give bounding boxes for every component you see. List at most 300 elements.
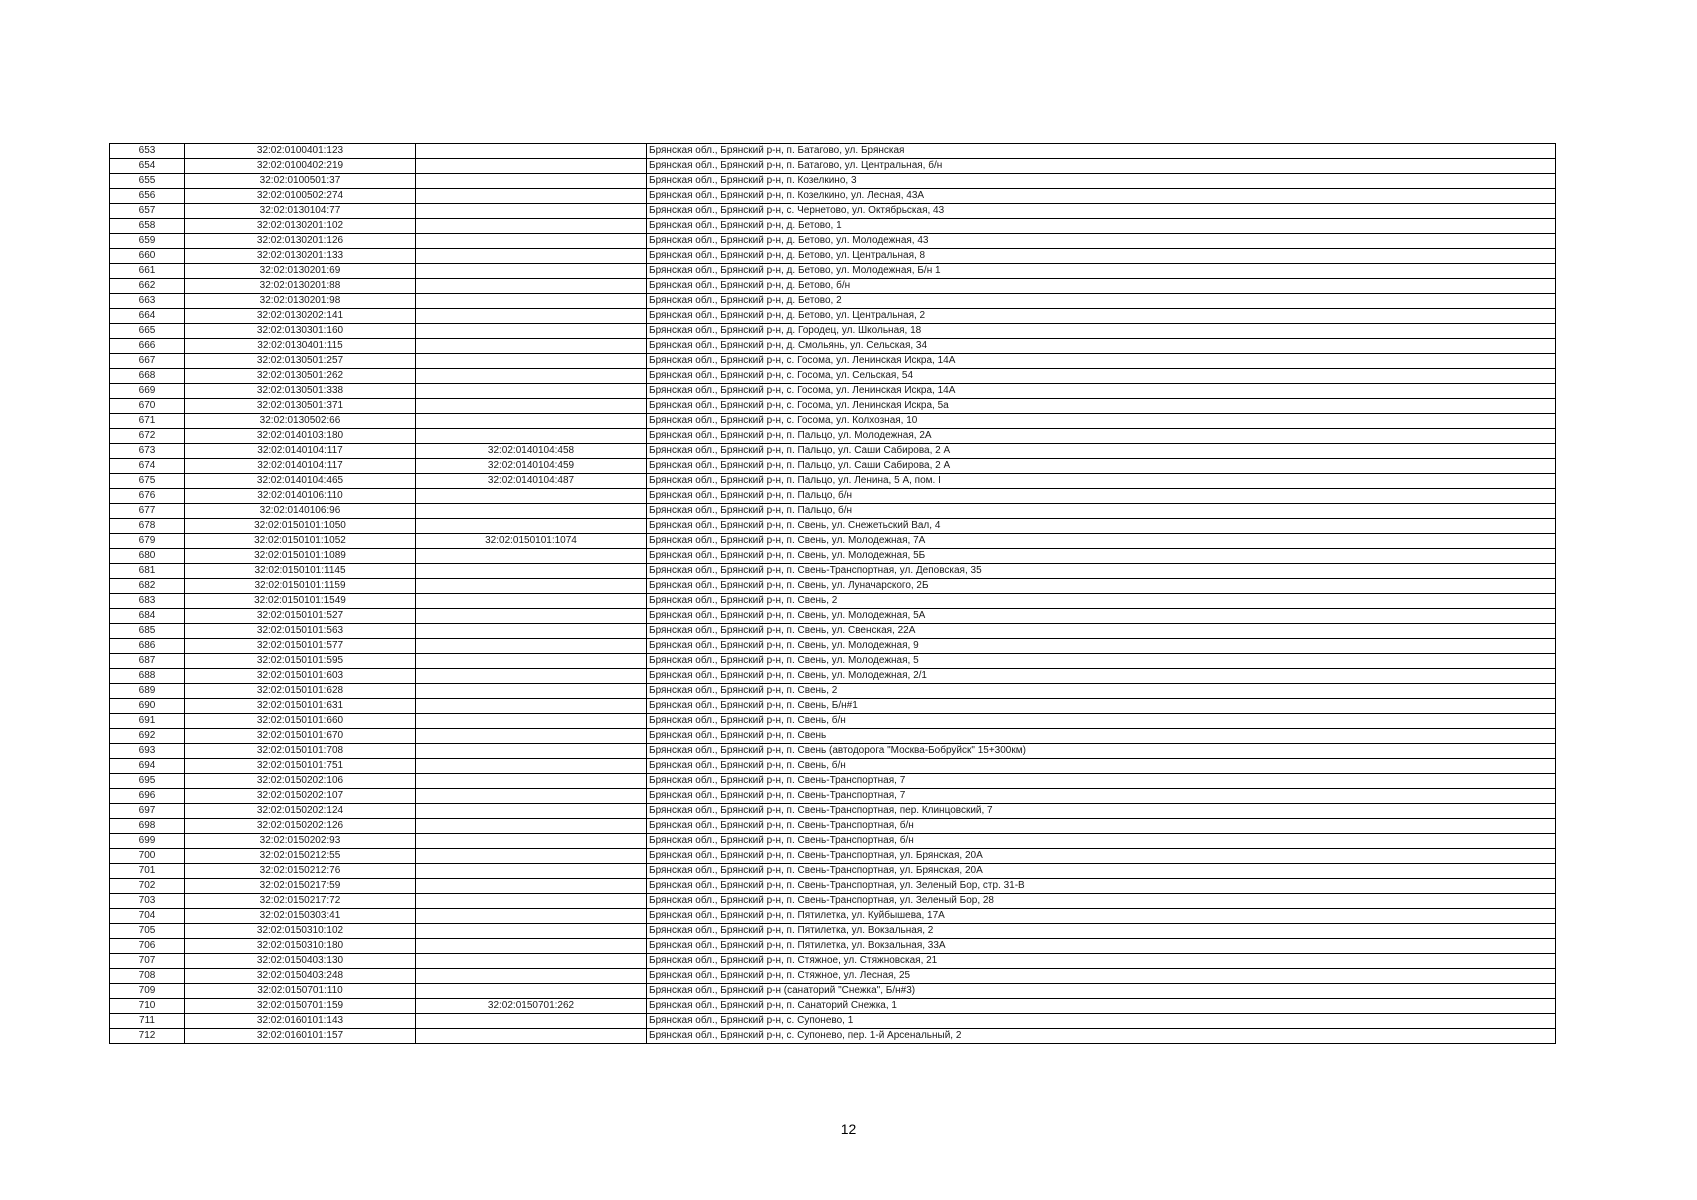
row-number-cell: 666 (110, 339, 185, 354)
row-number-cell: 673 (110, 444, 185, 459)
address-cell: Брянская обл., Брянский р-н, д. Бетово, 1 (647, 219, 1556, 234)
cadastral-number-cell: 32:02:0140104:117 (185, 444, 416, 459)
address-cell: Брянская обл., Брянский р-н, п. Свень (автодорога "Москва-Бобруйск" 15+300км) (647, 744, 1556, 759)
row-number-cell: 701 (110, 864, 185, 879)
row-number-cell: 712 (110, 1029, 185, 1044)
related-cadastral-number-cell (416, 834, 647, 849)
address-cell: Брянская обл., Брянский р-н, п. Пальцо, б/н (647, 489, 1556, 504)
related-cadastral-number-cell (416, 324, 647, 339)
table-row (110, 159, 1556, 174)
related-cadastral-number-cell (416, 969, 647, 984)
cadastral-number-cell: 32:02:0150101:1089 (185, 549, 416, 564)
cadastral-number-cell: 32:02:0130501:338 (185, 384, 416, 399)
table-row (110, 759, 1556, 774)
related-cadastral-number-cell (416, 564, 647, 579)
table-row (110, 669, 1556, 684)
row-number-cell: 676 (110, 489, 185, 504)
address-cell: Брянская обл., Брянский р-н, с. Госома, ул. Колхозная, 10 (647, 414, 1556, 429)
row-number-cell: 681 (110, 564, 185, 579)
cadastral-number-cell: 32:02:0150101:751 (185, 759, 416, 774)
cadastral-number-cell: 32:02:0130104:77 (185, 204, 416, 219)
row-number-cell: 708 (110, 969, 185, 984)
cadastral-number-cell: 32:02:0130502:66 (185, 414, 416, 429)
cadastral-number-cell: 32:02:0150310:180 (185, 939, 416, 954)
related-cadastral-number-cell (416, 864, 647, 879)
related-cadastral-number-cell (416, 429, 647, 444)
related-cadastral-number-cell (416, 714, 647, 729)
cadastral-number-cell: 32:02:0130301:160 (185, 324, 416, 339)
table-row (110, 459, 1556, 474)
related-cadastral-number-cell (416, 174, 647, 189)
row-number-cell: 654 (110, 159, 185, 174)
table-row (110, 984, 1556, 999)
row-number-cell: 696 (110, 789, 185, 804)
row-number-cell: 703 (110, 894, 185, 909)
table-row (110, 264, 1556, 279)
related-cadastral-number-cell (416, 294, 647, 309)
table-row (110, 789, 1556, 804)
address-cell: Брянская обл., Брянский р-н, п. Козелкино, ул. Лесная, 43А (647, 189, 1556, 204)
address-cell: Брянская обл., Брянский р-н, п. Свень, ул. Молодежная, 5 (647, 654, 1556, 669)
table-row (110, 204, 1556, 219)
related-cadastral-number-cell (416, 744, 647, 759)
address-cell: Брянская обл., Брянский р-н, п. Пальцо, ул. Саши Сабирова, 2 А (647, 444, 1556, 459)
row-number-cell: 680 (110, 549, 185, 564)
address-cell: Брянская обл., Брянский р-н, п. Свень-Транспортная, 7 (647, 774, 1556, 789)
cadastral-number-cell: 32:02:0150101:670 (185, 729, 416, 744)
address-cell: Брянская обл., Брянский р-н, с. Госома, ул. Ленинская Искра, 14А (647, 354, 1556, 369)
address-cell: Брянская обл., Брянский р-н (санаторий "Снежка", Б/н#3) (647, 984, 1556, 999)
table-row (110, 684, 1556, 699)
address-cell: Брянская обл., Брянский р-н, д. Городец, ул. Школьная, 18 (647, 324, 1556, 339)
address-cell: Брянская обл., Брянский р-н, с. Супонево, 1 (647, 1014, 1556, 1029)
row-number-cell: 663 (110, 294, 185, 309)
related-cadastral-number-cell (416, 384, 647, 399)
table-row (110, 594, 1556, 609)
table-row (110, 849, 1556, 864)
related-cadastral-number-cell (416, 489, 647, 504)
row-number-cell: 669 (110, 384, 185, 399)
related-cadastral-number-cell (416, 339, 647, 354)
related-cadastral-number-cell (416, 279, 647, 294)
related-cadastral-number-cell (416, 354, 647, 369)
related-cadastral-number-cell (416, 789, 647, 804)
table-row (110, 504, 1556, 519)
cadastral-number-cell: 32:02:0140106:96 (185, 504, 416, 519)
row-number-cell: 668 (110, 369, 185, 384)
table-row (110, 369, 1556, 384)
address-cell: Брянская обл., Брянский р-н, п. Пальцо, б/н (647, 504, 1556, 519)
cadastral-number-cell: 32:02:0130501:371 (185, 399, 416, 414)
cadastral-number-cell: 32:02:0130501:257 (185, 354, 416, 369)
table-row (110, 894, 1556, 909)
row-number-cell: 691 (110, 714, 185, 729)
row-number-cell: 655 (110, 174, 185, 189)
address-cell: Брянская обл., Брянский р-н, п. Свень-Транспортная, ул. Брянская, 20А (647, 864, 1556, 879)
row-number-cell: 690 (110, 699, 185, 714)
cadastral-number-cell: 32:02:0150101:1050 (185, 519, 416, 534)
address-cell: Брянская обл., Брянский р-н, п. Свень, ул. Молодежная, 2/1 (647, 669, 1556, 684)
related-cadastral-number-cell (416, 519, 647, 534)
table-row (110, 309, 1556, 324)
cadastral-number-cell: 32:02:0130401:115 (185, 339, 416, 354)
address-cell: Брянская обл., Брянский р-н, д. Бетово, ул. Центральная, 2 (647, 309, 1556, 324)
related-cadastral-number-cell: 32:02:0140104:459 (416, 459, 647, 474)
table-row (110, 279, 1556, 294)
address-cell: Брянская обл., Брянский р-н, п. Батагово, ул. Центральная, б/н (647, 159, 1556, 174)
table-row (110, 564, 1556, 579)
related-cadastral-number-cell (416, 924, 647, 939)
address-cell: Брянская обл., Брянский р-н, п. Батагово, ул. Брянская (647, 144, 1556, 159)
address-cell: Брянская обл., Брянский р-н, п. Пальцо, ул. Молодежная, 2А (647, 429, 1556, 444)
cadastral-number-cell: 32:02:0140104:117 (185, 459, 416, 474)
cadastral-number-cell: 32:02:0100501:37 (185, 174, 416, 189)
table-row (110, 234, 1556, 249)
related-cadastral-number-cell (416, 1029, 647, 1044)
cadastral-number-cell: 32:02:0130501:262 (185, 369, 416, 384)
row-number-cell: 686 (110, 639, 185, 654)
related-cadastral-number-cell (416, 609, 647, 624)
address-cell: Брянская обл., Брянский р-н, с. Госома, ул. Ленинская Искра, 5а (647, 399, 1556, 414)
related-cadastral-number-cell (416, 144, 647, 159)
related-cadastral-number-cell (416, 264, 647, 279)
row-number-cell: 698 (110, 819, 185, 834)
table-row (110, 354, 1556, 369)
table-row (110, 549, 1556, 564)
table-row (110, 729, 1556, 744)
cadastral-number-cell: 32:02:0150202:93 (185, 834, 416, 849)
related-cadastral-number-cell (416, 504, 647, 519)
table-row (110, 414, 1556, 429)
table-row (110, 774, 1556, 789)
cadastral-number-cell: 32:02:0150101:1549 (185, 594, 416, 609)
table-row (110, 909, 1556, 924)
address-cell: Брянская обл., Брянский р-н, д. Бетово, ул. Молодежная, 43 (647, 234, 1556, 249)
related-cadastral-number-cell (416, 309, 647, 324)
table-row (110, 489, 1556, 504)
related-cadastral-number-cell (416, 894, 647, 909)
table-row (110, 879, 1556, 894)
row-number-cell: 705 (110, 924, 185, 939)
cadastral-number-cell: 32:02:0140103:180 (185, 429, 416, 444)
cadastral-number-cell: 32:02:0150202:106 (185, 774, 416, 789)
table-row (110, 714, 1556, 729)
table-row (110, 864, 1556, 879)
related-cadastral-number-cell (416, 819, 647, 834)
cadastral-number-cell: 32:02:0150101:660 (185, 714, 416, 729)
table-row (110, 189, 1556, 204)
address-cell: Брянская обл., Брянский р-н, д. Бетово, б/н (647, 279, 1556, 294)
related-cadastral-number-cell (416, 369, 647, 384)
address-cell: Брянская обл., Брянский р-н, п. Свень-Транспортная, пер. Клинцовский, 7 (647, 804, 1556, 819)
address-cell: Брянская обл., Брянский р-н, с. Госома, ул. Ленинская Искра, 14А (647, 384, 1556, 399)
row-number-cell: 689 (110, 684, 185, 699)
address-cell: Брянская обл., Брянский р-н, д. Бетово, ул. Центральная, 8 (647, 249, 1556, 264)
address-cell: Брянская обл., Брянский р-н, п. Пятилетка, ул. Куйбышева, 17А (647, 909, 1556, 924)
address-cell: Брянская обл., Брянский р-н, п. Свень, б/н (647, 759, 1556, 774)
address-cell: Брянская обл., Брянский р-н, п. Свень-Транспортная, ул. Зеленый Бор, стр. 31-В (647, 879, 1556, 894)
related-cadastral-number-cell (416, 204, 647, 219)
row-number-cell: 683 (110, 594, 185, 609)
row-number-cell: 679 (110, 534, 185, 549)
cadastral-number-cell: 32:02:0150101:631 (185, 699, 416, 714)
address-cell: Брянская обл., Брянский р-н, п. Свень, 2 (647, 684, 1556, 699)
address-cell: Брянская обл., Брянский р-н, д. Бетово, ул. Молодежная, Б/н 1 (647, 264, 1556, 279)
row-number-cell: 702 (110, 879, 185, 894)
related-cadastral-number-cell (416, 849, 647, 864)
table-row (110, 519, 1556, 534)
address-cell: Брянская обл., Брянский р-н, п. Пятилетка, ул. Вокзальная, 2 (647, 924, 1556, 939)
table-row (110, 969, 1556, 984)
related-cadastral-number-cell (416, 729, 647, 744)
cadastral-number-cell: 32:02:0100502:274 (185, 189, 416, 204)
table-row (110, 834, 1556, 849)
address-cell: Брянская обл., Брянский р-н, п. Свень, ул. Молодежная, 7А (647, 534, 1556, 549)
row-number-cell: 684 (110, 609, 185, 624)
table-row (110, 1029, 1556, 1044)
cadastral-number-cell: 32:02:0150217:59 (185, 879, 416, 894)
cadastral-number-cell: 32:02:0160101:157 (185, 1029, 416, 1044)
table-row (110, 579, 1556, 594)
address-cell: Брянская обл., Брянский р-н, п. Свень-Транспортная, б/н (647, 834, 1556, 849)
table-row (110, 399, 1556, 414)
cadastral-number-cell: 32:02:0150217:72 (185, 894, 416, 909)
address-cell: Брянская обл., Брянский р-н, п. Свень-Транспортная, б/н (647, 819, 1556, 834)
cadastral-number-cell: 32:02:0140104:465 (185, 474, 416, 489)
row-number-cell: 711 (110, 1014, 185, 1029)
address-cell: Брянская обл., Брянский р-н, п. Свень, ул. Свенская, 22А (647, 624, 1556, 639)
row-number-cell: 693 (110, 744, 185, 759)
address-cell: Брянская обл., Брянский р-н, с. Госома, ул. Сельская, 54 (647, 369, 1556, 384)
related-cadastral-number-cell (416, 159, 647, 174)
row-number-cell: 699 (110, 834, 185, 849)
table-row (110, 1014, 1556, 1029)
related-cadastral-number-cell (416, 804, 647, 819)
related-cadastral-number-cell (416, 549, 647, 564)
table-row (110, 624, 1556, 639)
table-row (110, 219, 1556, 234)
row-number-cell: 670 (110, 399, 185, 414)
cadastral-number-cell: 32:02:0130201:98 (185, 294, 416, 309)
related-cadastral-number-cell: 32:02:0150701:262 (416, 999, 647, 1014)
related-cadastral-number-cell (416, 909, 647, 924)
table-row (110, 699, 1556, 714)
table-row (110, 744, 1556, 759)
cadastral-number-cell: 32:02:0130201:88 (185, 279, 416, 294)
row-number-cell: 704 (110, 909, 185, 924)
address-cell: Брянская обл., Брянский р-н, п. Свень-Транспортная, 7 (647, 789, 1556, 804)
address-cell: Брянская обл., Брянский р-н, п. Свень-Транспортная, ул. Деповская, 35 (647, 564, 1556, 579)
related-cadastral-number-cell (416, 684, 647, 699)
cadastral-number-cell: 32:02:0150403:130 (185, 954, 416, 969)
cadastral-number-cell: 32:02:0160101:143 (185, 1014, 416, 1029)
table-row (110, 999, 1556, 1014)
cadastral-number-cell: 32:02:0130201:133 (185, 249, 416, 264)
cadastral-number-cell: 32:02:0150303:41 (185, 909, 416, 924)
row-number-cell: 657 (110, 204, 185, 219)
cadastral-number-cell: 32:02:0140106:110 (185, 489, 416, 504)
row-number-cell: 653 (110, 144, 185, 159)
related-cadastral-number-cell: 32:02:0150101:1074 (416, 534, 647, 549)
row-number-cell: 682 (110, 579, 185, 594)
table-row (110, 924, 1556, 939)
cadastral-number-cell: 32:02:0130201:69 (185, 264, 416, 279)
table-row (110, 249, 1556, 264)
cadastral-number-cell: 32:02:0100401:123 (185, 144, 416, 159)
address-cell: Брянская обл., Брянский р-н, с. Чернетово, ул. Октябрьская, 43 (647, 204, 1556, 219)
address-cell: Брянская обл., Брянский р-н, п. Свень, ул. Молодежная, 9 (647, 639, 1556, 654)
row-number-cell: 667 (110, 354, 185, 369)
cadastral-number-cell: 32:02:0150403:248 (185, 969, 416, 984)
address-cell: Брянская обл., Брянский р-н, п. Свень, ул. Молодежная, 5А (647, 609, 1556, 624)
address-cell: Брянская обл., Брянский р-н, д. Бетово, 2 (647, 294, 1556, 309)
address-cell: Брянская обл., Брянский р-н, п. Свень, ул. Снежетьский Вал, 4 (647, 519, 1556, 534)
related-cadastral-number-cell (416, 594, 647, 609)
row-number-cell: 661 (110, 264, 185, 279)
row-number-cell: 685 (110, 624, 185, 639)
related-cadastral-number-cell (416, 879, 647, 894)
cadastral-number-cell: 32:02:0100402:219 (185, 159, 416, 174)
address-cell: Брянская обл., Брянский р-н, д. Смольянь, ул. Сельская, 34 (647, 339, 1556, 354)
row-number-cell: 656 (110, 189, 185, 204)
table-row (110, 474, 1556, 489)
cadastral-number-cell: 32:02:0150701:159 (185, 999, 416, 1014)
address-cell: Брянская обл., Брянский р-н, п. Свень, Б/н#1 (647, 699, 1556, 714)
cadastral-number-cell: 32:02:0150101:1145 (185, 564, 416, 579)
row-number-cell: 665 (110, 324, 185, 339)
table-row (110, 324, 1556, 339)
row-number-cell: 709 (110, 984, 185, 999)
address-cell: Брянская обл., Брянский р-н, п. Свень-Транспортная, ул. Зеленый Бор, 28 (647, 894, 1556, 909)
table-row (110, 534, 1556, 549)
address-cell: Брянская обл., Брянский р-н, п. Свень, 2 (647, 594, 1556, 609)
cadastral-number-cell: 32:02:0150701:110 (185, 984, 416, 999)
cadastral-number-cell: 32:02:0150101:603 (185, 669, 416, 684)
table-row (110, 654, 1556, 669)
row-number-cell: 664 (110, 309, 185, 324)
table-row (110, 144, 1556, 159)
related-cadastral-number-cell (416, 624, 647, 639)
row-number-cell: 687 (110, 654, 185, 669)
row-number-cell: 675 (110, 474, 185, 489)
table-row (110, 384, 1556, 399)
cadastral-number-cell: 32:02:0150101:708 (185, 744, 416, 759)
cadastral-number-cell: 32:02:0150101:563 (185, 624, 416, 639)
row-number-cell: 660 (110, 249, 185, 264)
cadastral-number-cell: 32:02:0130201:102 (185, 219, 416, 234)
row-number-cell: 692 (110, 729, 185, 744)
related-cadastral-number-cell (416, 189, 647, 204)
cadastral-number-cell: 32:02:0150202:126 (185, 819, 416, 834)
row-number-cell: 697 (110, 804, 185, 819)
address-cell: Брянская обл., Брянский р-н, п. Пальцо, ул. Ленина, 5 А, пом. I (647, 474, 1556, 489)
related-cadastral-number-cell (416, 639, 647, 654)
address-cell: Брянская обл., Брянский р-н, п. Свень (647, 729, 1556, 744)
row-number-cell: 688 (110, 669, 185, 684)
row-number-cell: 678 (110, 519, 185, 534)
table-row (110, 819, 1556, 834)
address-cell: Брянская обл., Брянский р-н, п. Санаторий Снежка, 1 (647, 999, 1556, 1014)
cadastral-number-cell: 32:02:0130202:141 (185, 309, 416, 324)
address-cell: Брянская обл., Брянский р-н, п. Козелкино, 3 (647, 174, 1556, 189)
row-number-cell: 695 (110, 774, 185, 789)
related-cadastral-number-cell (416, 699, 647, 714)
table-row (110, 294, 1556, 309)
address-cell: Брянская обл., Брянский р-н, п. Пальцо, ул. Саши Сабирова, 2 А (647, 459, 1556, 474)
cadastral-number-cell: 32:02:0150212:55 (185, 849, 416, 864)
related-cadastral-number-cell (416, 759, 647, 774)
address-cell: Брянская обл., Брянский р-н, п. Стяжное, ул. Лесная, 25 (647, 969, 1556, 984)
related-cadastral-number-cell (416, 249, 647, 264)
row-number-cell: 706 (110, 939, 185, 954)
related-cadastral-number-cell (416, 984, 647, 999)
table-row (110, 939, 1556, 954)
related-cadastral-number-cell: 32:02:0140104:458 (416, 444, 647, 459)
cadastral-number-cell: 32:02:0150202:107 (185, 789, 416, 804)
table-body (110, 144, 1556, 1044)
related-cadastral-number-cell (416, 399, 647, 414)
property-register-table (109, 143, 1556, 1044)
row-number-cell: 710 (110, 999, 185, 1014)
cadastral-number-cell: 32:02:0150101:1159 (185, 579, 416, 594)
row-number-cell: 671 (110, 414, 185, 429)
row-number-cell: 658 (110, 219, 185, 234)
cadastral-number-cell: 32:02:0150101:577 (185, 639, 416, 654)
page-number: 12 (840, 1121, 857, 1137)
cadastral-number-cell: 32:02:0150212:76 (185, 864, 416, 879)
table-row (110, 339, 1556, 354)
cadastral-number-cell: 32:02:0150310:102 (185, 924, 416, 939)
table-row (110, 609, 1556, 624)
cadastral-number-cell: 32:02:0150202:124 (185, 804, 416, 819)
cadastral-number-cell: 32:02:0130201:126 (185, 234, 416, 249)
address-cell: Брянская обл., Брянский р-н, п. Свень, ул. Луначарского, 2Б (647, 579, 1556, 594)
row-number-cell: 659 (110, 234, 185, 249)
related-cadastral-number-cell (416, 219, 647, 234)
table-row (110, 954, 1556, 969)
related-cadastral-number-cell (416, 414, 647, 429)
cadastral-number-cell: 32:02:0150101:595 (185, 654, 416, 669)
row-number-cell: 672 (110, 429, 185, 444)
table-row (110, 639, 1556, 654)
address-cell: Брянская обл., Брянский р-н, п. Свень, ул. Молодежная, 5Б (647, 549, 1556, 564)
table-row (110, 804, 1556, 819)
related-cadastral-number-cell (416, 774, 647, 789)
table-row (110, 429, 1556, 444)
address-cell: Брянская обл., Брянский р-н, п. Стяжное, ул. Стяжновская, 21 (647, 954, 1556, 969)
row-number-cell: 662 (110, 279, 185, 294)
row-number-cell: 694 (110, 759, 185, 774)
related-cadastral-number-cell (416, 234, 647, 249)
related-cadastral-number-cell (416, 654, 647, 669)
address-cell: Брянская обл., Брянский р-н, п. Свень, б/н (647, 714, 1556, 729)
related-cadastral-number-cell (416, 954, 647, 969)
address-cell: Брянская обл., Брянский р-н, п. Пятилетка, ул. Вокзальная, 33А (647, 939, 1556, 954)
row-number-cell: 674 (110, 459, 185, 474)
related-cadastral-number-cell (416, 939, 647, 954)
row-number-cell: 707 (110, 954, 185, 969)
cadastral-number-cell: 32:02:0150101:527 (185, 609, 416, 624)
row-number-cell: 677 (110, 504, 185, 519)
related-cadastral-number-cell (416, 579, 647, 594)
related-cadastral-number-cell: 32:02:0140104:487 (416, 474, 647, 489)
table-row (110, 444, 1556, 459)
address-cell: Брянская обл., Брянский р-н, п. Свень-Транспортная, ул. Брянская, 20А (647, 849, 1556, 864)
table-row (110, 174, 1556, 189)
cadastral-number-cell: 32:02:0150101:1052 (185, 534, 416, 549)
address-cell: Брянская обл., Брянский р-н, с. Супонево, пер. 1-й Арсенальный, 2 (647, 1029, 1556, 1044)
row-number-cell: 700 (110, 849, 185, 864)
